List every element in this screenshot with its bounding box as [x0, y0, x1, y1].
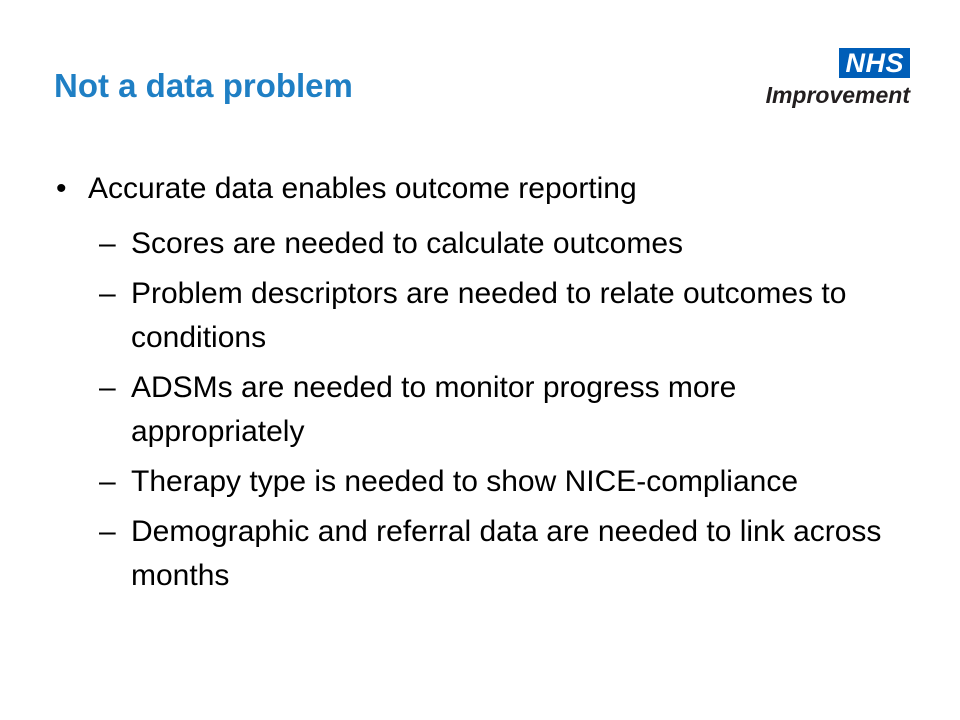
- nhs-improvement-logo: [730, 48, 910, 112]
- sub-bullet-item: [56, 366, 916, 454]
- sub-bullet-text: Demographic and referral data are needed to link across months: [131, 515, 882, 592]
- sub-bullet-item: [56, 222, 916, 266]
- logo-subtitle: Improvement: [765, 82, 910, 108]
- bullet-item: [56, 170, 916, 208]
- dash-marker: –: [99, 371, 116, 404]
- bullet-list: [56, 170, 916, 604]
- slide-title: Not a data problem: [54, 67, 353, 104]
- sub-bullet-text: Problem descriptors are needed to relate outcomes to conditions: [131, 277, 847, 354]
- sub-bullet-item: [56, 460, 916, 504]
- sub-bullet-item: [56, 510, 916, 598]
- sub-bullet-list: [56, 222, 916, 598]
- bullet-text: Accurate data enables outcome reporting: [88, 172, 637, 205]
- sub-bullet-text: Scores are needed to calculate outcomes: [131, 227, 683, 260]
- nhs-logo-badge: NHS: [839, 48, 910, 78]
- sub-bullet-item: [56, 272, 916, 360]
- dash-marker: –: [99, 227, 116, 260]
- dash-marker: –: [99, 465, 116, 498]
- dash-marker: –: [99, 515, 116, 548]
- dash-marker: –: [99, 277, 116, 310]
- sub-bullet-text: ADSMs are needed to monitor progress more appropriately: [131, 371, 737, 448]
- sub-bullet-text: Therapy type is needed to show NICE-compliance: [131, 465, 799, 498]
- bullet-marker: •: [56, 172, 67, 205]
